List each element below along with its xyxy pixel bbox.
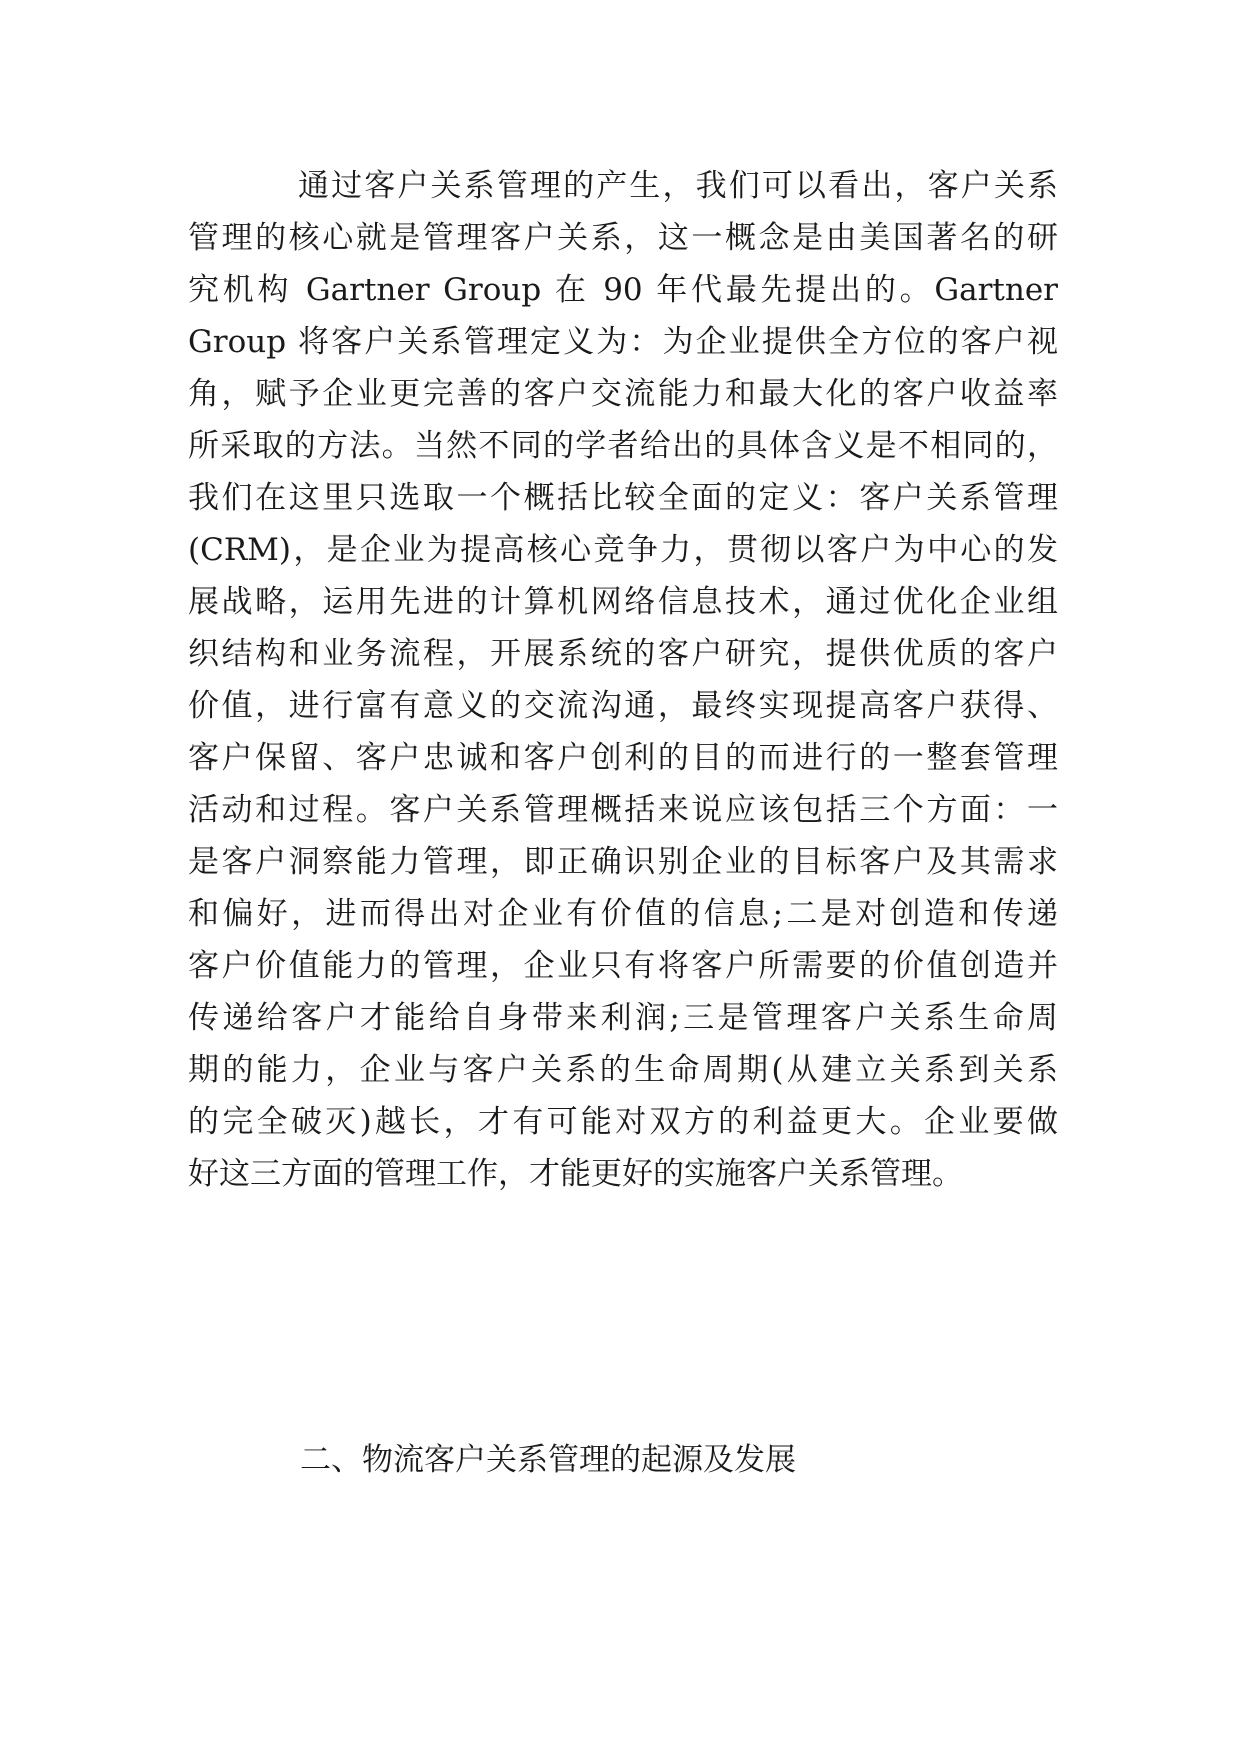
- paragraph-line: 是客户洞察能力管理，即正确识别企业的目标客户及其需求: [188, 844, 1058, 880]
- paragraph-line: 客户保留、客户忠诚和客户创利的目的而进行的一整套管理: [188, 740, 1058, 776]
- paragraph-line: 展战略，运用先进的计算机网络信息技术，通过优化企业组: [188, 584, 1058, 620]
- paragraph-line: 价值，进行富有意义的交流沟通，最终实现提高客户获得、: [188, 688, 1058, 724]
- paragraph-line: 管理的核心就是管理客户关系，这一概念是由美国著名的研: [188, 220, 1058, 256]
- paragraph-line: 角，赋予企业更完善的客户交流能力和最大化的客户收益率: [188, 376, 1058, 412]
- paragraph-line: (CRM)，是企业为提高核心竞争力，贯彻以客户为中心的发: [188, 532, 1058, 568]
- paragraph-line: 期的能力，企业与客户关系的生命周期(从建立关系到关系: [188, 1052, 1058, 1088]
- paragraph-line: Group 将客户关系管理定义为：为企业提供全方位的客户视: [188, 324, 1058, 360]
- body-paragraph: [188, 160, 1058, 1200]
- paragraph-line: 活动和过程。客户关系管理概括来说应该包括三个方面：一: [188, 792, 1058, 828]
- paragraph-line: 通过客户关系管理的产生，我们可以看出，客户关系: [298, 168, 1058, 204]
- paragraph-line: 究机构 Gartner Group 在 90 年代最先提出的。Gartner: [188, 272, 1058, 308]
- paragraph-line: 和偏好，进而得出对企业有价值的信息;二是对创造和传递: [188, 896, 1058, 932]
- paragraph-line: 好这三方面的管理工作，才能更好的实施客户关系管理。: [188, 1156, 963, 1192]
- section-heading: 二、物流客户关系管理的起源及发展: [300, 1442, 796, 1478]
- paragraph-line: 的完全破灭)越长，才有可能对双方的利益更大。企业要做: [188, 1104, 1058, 1140]
- paragraph-line: 所采取的方法。当然不同的学者给出的具体含义是不相同的，: [188, 428, 1058, 464]
- paragraph-line: 我们在这里只选取一个概括比较全面的定义：客户关系管理: [188, 480, 1058, 516]
- paragraph-line: 传递给客户才能给自身带来利润;三是管理客户关系生命周: [188, 1000, 1058, 1036]
- paragraph-line: 客户价值能力的管理，企业只有将客户所需要的价值创造并: [188, 948, 1058, 984]
- paragraph-line: 织结构和业务流程，开展系统的客户研究，提供优质的客户: [188, 636, 1058, 672]
